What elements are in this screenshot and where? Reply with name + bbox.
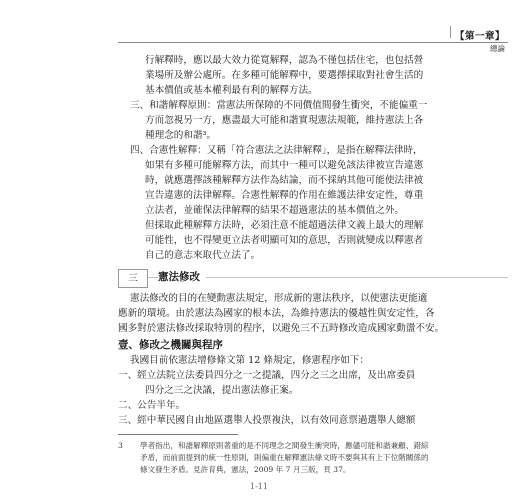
body-line: 業場所及辦公處所。在多種可能解釋中，要選擇採取對社會生活的 [145, 70, 424, 81]
body-line: 種理念的和諧³。 [145, 130, 217, 141]
intro-line: 國多對於憲法修改採取特別的程序，以避免三不五時修改造成國家動盪不安。 [118, 323, 445, 334]
section-title: 憲法修改 [158, 268, 206, 286]
list-item-four: 四、合憲性解釋：又稱「符合憲法之法律解釋」，是指在解釋法律時， [130, 145, 423, 156]
section-number-box: 三 [118, 269, 148, 288]
body-line: 如果有多種可能解釋方法，而其中一種可以避免該法律被宣告違憲 [145, 160, 424, 171]
footnote-line: 學者指出，和諧解釋原則著重的是不同理念之間發生衝突時，應儘可能和諧兼顧、錯綜 [140, 441, 429, 450]
body-line: 宣告違憲的法律解釋。合憲性解釋的作用在維護法律安定性，尊重 [145, 190, 424, 201]
list-item-three: 三、和諧解釋原則：當憲法所保障的不同價值間發生衝突，不能偏重一 [130, 100, 428, 111]
body-line: 行解釋時，應以最大效力從寬解釋，認為不僅包括住宅，也包括營 [145, 55, 424, 66]
body-line: 立法者，並確保法律解釋的結果不超過憲法的基本價值之外。 [145, 205, 405, 216]
body-line: 可能性，也不得變更立法者明顯可知的意思，否則就變成以釋憲者 [145, 235, 424, 246]
body2-line: 四分之三之決議，提出憲法修正案。 [145, 385, 299, 396]
body-line: 自己的意志來取代立法了。 [145, 250, 261, 261]
chapter-subtitle: 總論 [490, 44, 505, 53]
body2-line: 三、經中華民國自由地區選舉人投票複決，以有效同意票過選舉人總額 [118, 415, 416, 426]
footnote-rule [118, 434, 238, 435]
intro-line: 憲法修改的目的在變動憲法規定，形成新的憲法秩序，以使憲法更能適 [130, 293, 428, 304]
body-line: 時，就應選擇該種解釋方法作為結論，而不採納其他可能使法律被 [145, 175, 424, 186]
section-heading [118, 268, 508, 286]
footnote-number: 3 [118, 441, 123, 450]
intro-line: 應新的環境。由於憲法為國家的根本法，為維持憲法的優越性與安定性，各 [118, 308, 435, 319]
body-line: 但採取此種解釋方法時，必須注意不能超過法律文義上最大的理解 [145, 220, 424, 231]
body-line: 方而忽視另一方，應盡最大可能和諧實現憲法規範，維持憲法上各 [145, 115, 424, 126]
page-number: 1-11 [250, 482, 268, 491]
body2-line: 二、公告半年。 [118, 400, 186, 411]
body-line: 基本價值或基本權利最有利的解釋方法。 [145, 85, 318, 96]
subheading: 壹、修改之機關與程序 [118, 339, 223, 351]
body2-line: 一、經立法院立法委員四分之一之提議，四分之三之出席，及出席委員 [118, 370, 416, 381]
header-rule [118, 42, 508, 43]
footnote-line: 矛盾，而前面提到的統一性原則，則偏重在解釋憲法條文時不要與其有上下位階關係的 [140, 453, 429, 462]
running-header [425, 28, 505, 54]
footnote-line: 條文發生矛盾。見許育典，憲法，2009 年 7 月三版，頁 37。 [140, 465, 351, 474]
body2-line: 我國目前依憲法增修條文第 12 條規定，修憲程序如下： [130, 355, 369, 366]
chapter-label: 【第一章】 [454, 31, 505, 42]
